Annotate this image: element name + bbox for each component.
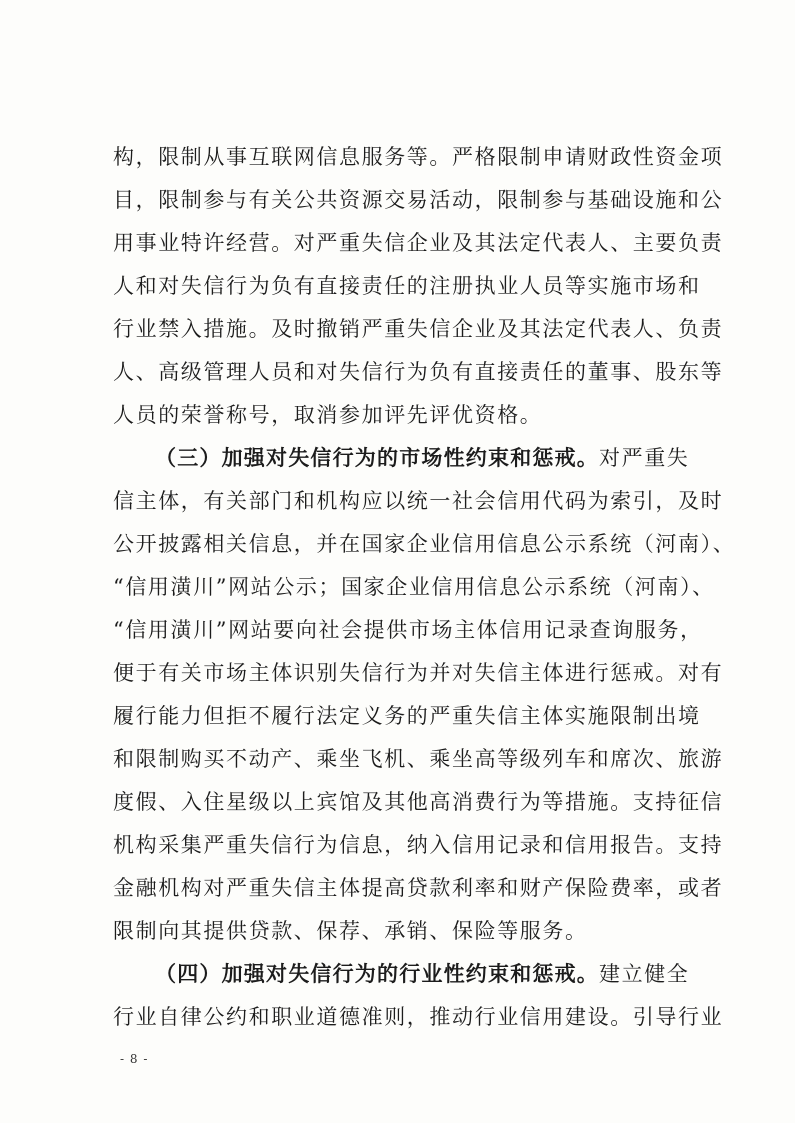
section-4-heading: （四）加强对失信行为的行业性约束和惩戒。 <box>155 962 599 986</box>
section-3-first-line-text: 对严重失 <box>599 446 690 470</box>
section-4-first-line <box>155 959 735 989</box>
paragraph-line: 目，限制参与有关公共资源交易活动，限制参与基础设施和公 <box>113 188 724 212</box>
paragraph-line: 公开披露相关信息，并在国家企业信用信息公示系统（河南）、 <box>113 532 736 556</box>
paragraph-line: 履行能力但拒不履行法定义务的严重失信主体实施限制出境 <box>113 704 701 728</box>
paragraph-line: 人和对失信行为负有直接责任的注册执业人员等实施市场和 <box>113 274 701 298</box>
paragraph-line: 用事业特许经营。对严重失信企业及其法定代表人、主要负责 <box>113 231 724 255</box>
paragraph-line: 度假、入住星级以上宾馆及其他高消费行为等措施。支持征信 <box>113 790 724 814</box>
paragraph-line: 行业自律公约和职业道德准则，推动行业信用建设。引导行业 <box>113 1005 724 1029</box>
paragraph-line: 人、高级管理人员和对失信行为负有直接责任的董事、股东等 <box>113 360 724 384</box>
section-4-first-line-text: 建立健全 <box>599 962 690 986</box>
paragraph-line: 便于有关市场主体识别失信行为并对失信主体进行惩戒。对有 <box>113 661 724 685</box>
paragraph-line: “信用潢川”网站要向社会提供市场主体信用记录查询服务， <box>113 618 703 642</box>
paragraph-line: 机构采集严重失信行为信息，纳入信用记录和信用报告。支持 <box>113 833 724 857</box>
page-number: - 8 - <box>120 1052 149 1066</box>
paragraph-line: 构，限制从事互联网信息服务等。严格限制申请财政性资金项 <box>113 145 724 169</box>
paragraph-line: 金融机构对严重失信主体提高贷款利率和财产保险费率，或者 <box>113 876 724 900</box>
paragraph-line: 行业禁入措施。及时撤销严重失信企业及其法定代表人、负责 <box>113 317 724 341</box>
paragraph-line: 人员的荣誉称号，取消参加评先评优资格。 <box>113 403 543 427</box>
section-3-heading: （三）加强对失信行为的市场性约束和惩戒。 <box>155 446 599 470</box>
paragraph-line: 限制向其提供贷款、保荐、承销、保险等服务。 <box>113 919 588 943</box>
paragraph-line: 和限制购买不动产、乘坐飞机、乘坐高等级列车和席次、旅游 <box>113 747 724 771</box>
paragraph-line: 信主体，有关部门和机构应以统一社会信用代码为索引，及时 <box>113 489 724 513</box>
paragraph-line: “信用潢川”网站公示；国家企业信用信息公示系统（河南）、 <box>113 575 715 599</box>
section-3-first-line <box>155 443 735 473</box>
